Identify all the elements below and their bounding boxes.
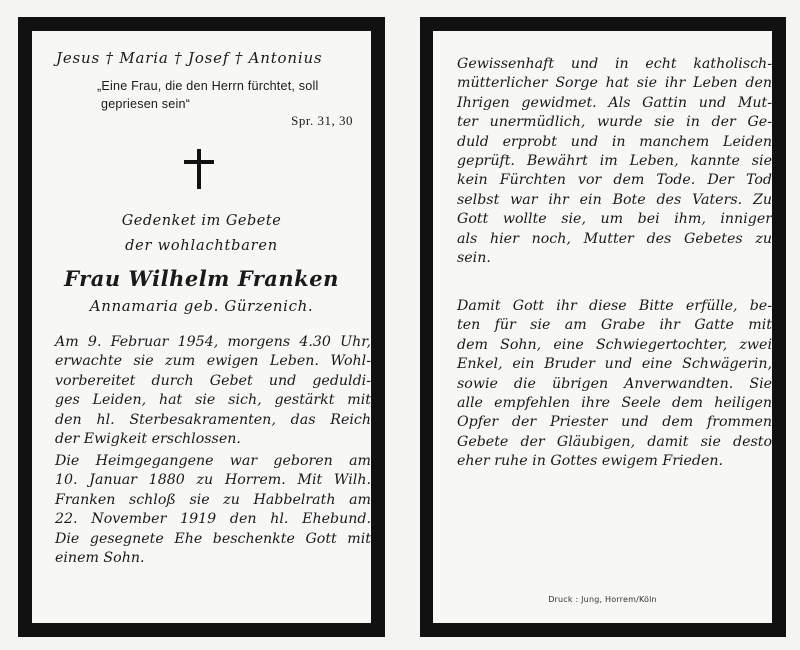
prayer-request-paragraph	[457, 297, 772, 472]
text-line: kein Fürchten vor dem Tode. Der Tod	[457, 172, 772, 189]
text-line: geprüft. Bewährt im Leben, kannte sie	[457, 153, 772, 170]
text-line: einem Sohn.	[55, 550, 145, 567]
text-line: Ihrigen gewidmet. Als Gattin und Mut-	[457, 94, 772, 111]
deceased-name: Frau Wilhelm Franken	[64, 266, 339, 291]
quote-line: „Eine Frau, die den Herrn fürchtet, soll	[97, 79, 319, 93]
biography-paragraph	[55, 452, 371, 568]
text-line: Gebete der Gläubigen, damit sie desto	[457, 433, 772, 450]
card-right-body	[433, 31, 772, 623]
text-line: Gott wollte sie, um bei ihm, inniger	[457, 211, 772, 228]
text-line: alle empfehlen ihre Seele dem heiligen	[457, 395, 772, 412]
text-line: selbst war ihr ein Bote des Vaters. Zu	[457, 191, 772, 208]
text-line: Damit Gott ihr diese Bitte erfülle, be-	[457, 298, 772, 314]
text-line: Franken schloß sie zu Habbelrath am	[55, 491, 371, 508]
text-line: als hier noch, Mutter des Gebetes zu	[457, 230, 772, 247]
text-line: Gewissenhaft und in echt katholisch-	[457, 56, 772, 72]
memorial-line-2: der wohlachtbaren	[125, 238, 278, 254]
text-line: 10. Januar 1880 zu Horrem. Mit Wilh.	[55, 472, 371, 489]
memorial-card-right	[420, 17, 786, 637]
text-line: Opfer der Priester und dem frommen	[457, 414, 772, 431]
text-line: 22. November 1919 den hl. Ehebund.	[55, 511, 371, 528]
verse-reference: Spr. 31, 30	[291, 113, 353, 128]
text-line: ten für sie am Grabe ihr Gatte mit	[457, 317, 772, 334]
text-line: eher ruhe in Gottes ewigem Frieden.	[457, 453, 724, 470]
text-line: duld erprobt und in manchem Leiden	[457, 133, 772, 150]
text-line: sowie die übrigen Anverwandten. Sie	[457, 375, 772, 392]
cross-icon	[184, 149, 214, 189]
text-line: Die gesegnete Ehe beschenkte Gott mit	[55, 530, 371, 547]
memorial-card-left	[18, 17, 385, 637]
death-paragraph	[55, 333, 371, 449]
text-line: mütterlicher Sorge hat sie ihr Leben den	[457, 75, 772, 92]
text-line: ges Leiden, hat sie sich, gestärkt mit	[55, 392, 371, 409]
text-line: der Ewigkeit erschlossen.	[55, 431, 241, 448]
text-line: Die Heimgegangene war geboren am	[55, 453, 371, 469]
card-left-body	[32, 31, 371, 623]
printer-credit: Druck : Jung, Horrem/Köln	[548, 595, 657, 604]
tribute-paragraph	[457, 55, 772, 268]
text-line: ter unermüdlich, wurde sie in der Ge-	[457, 114, 772, 131]
memorial-line-1: Gedenket im Gebete	[121, 213, 282, 229]
text-line: erwachte sie zum ewigen Leben. Wohl-	[55, 353, 371, 370]
text-line: sein.	[457, 250, 491, 267]
text-line: den hl. Sterbesakramenten, das Reich	[55, 411, 371, 428]
saints-header: Jesus † Maria † Josef † Antonius	[56, 49, 323, 67]
text-line: vorbereitet durch Gebet und geduldi-	[55, 372, 371, 389]
bible-quote	[97, 77, 319, 113]
quote-line: gepriesen sein“	[101, 97, 191, 111]
text-line: dem Sohn, eine Schwiegertochter, zwei	[457, 336, 772, 353]
text-line: Am 9. Februar 1954, morgens 4.30 Uhr,	[55, 334, 371, 350]
text-line: Enkel, ein Bruder und eine Schwägerin,	[457, 356, 772, 373]
maiden-name: Annamaria geb. Gürzenich.	[89, 297, 314, 315]
